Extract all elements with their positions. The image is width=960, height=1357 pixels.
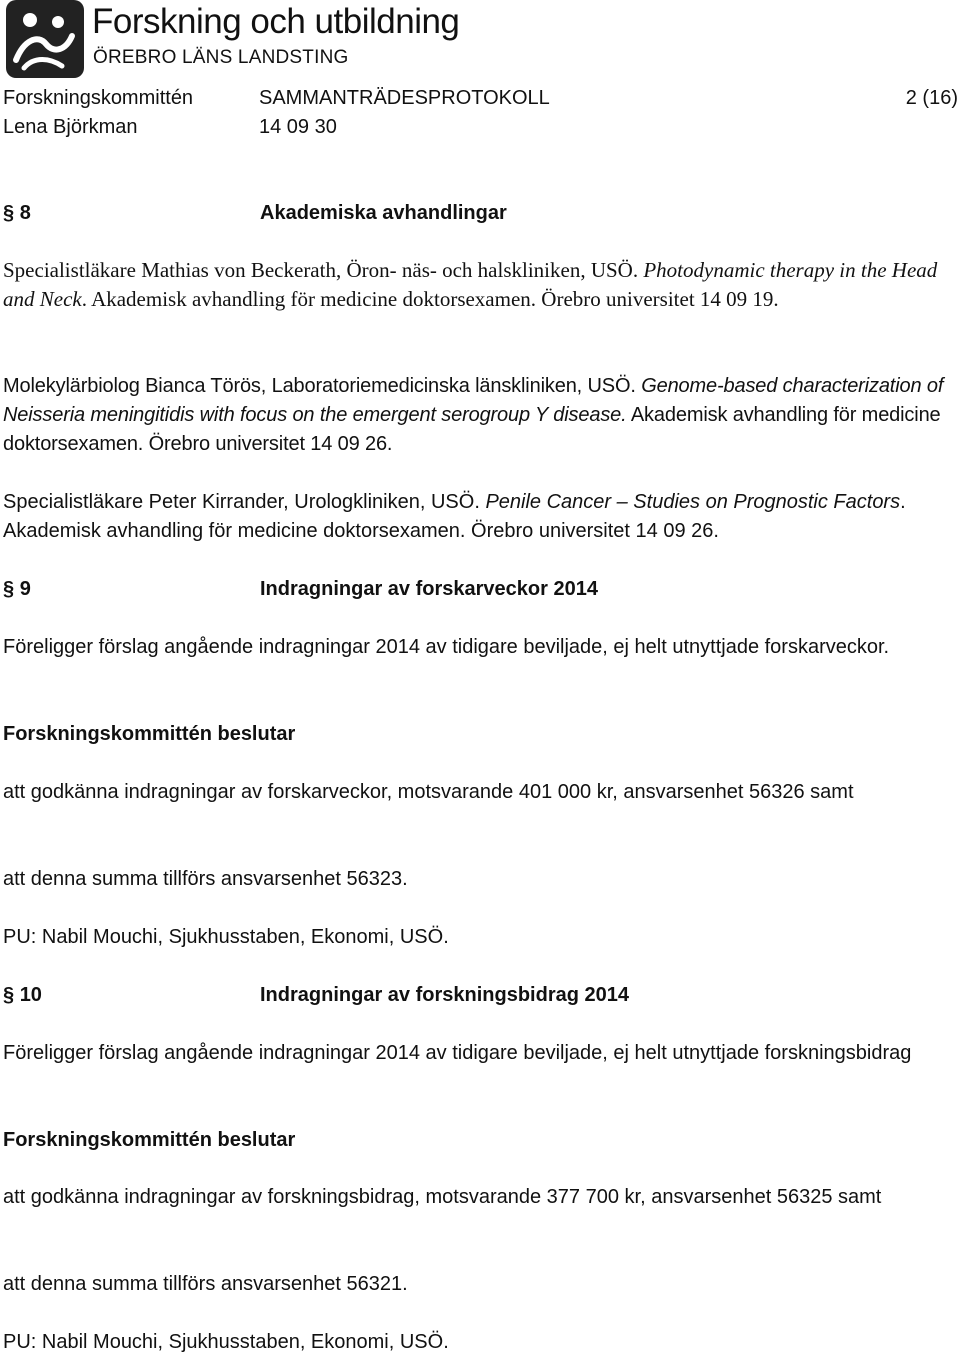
section-10-title: Indragningar av forskningsbidrag 2014	[260, 984, 629, 1006]
section-9-title: Indragningar av forskarveckor 2014	[260, 578, 598, 600]
org-logo-icon	[6, 0, 84, 78]
section-10-decision-2: att denna summa tillförs ansvarsenhet 56321.	[3, 1273, 408, 1295]
header-doc-type: SAMMANTRÄDESPROTOKOLL	[259, 87, 550, 109]
section-8-entry-3: Specialistläkare Peter Kirrander, Urologkliniken, USÖ. Penile Cancer – Studies on Prognostic Factors. Akademisk avhandling för medicine doktorsexamen. Örebro universitet 14 09 26.	[3, 491, 906, 542]
section-9-pu: PU: Nabil Mouchi, Sjukhusstaben, Ekonomi, USÖ.	[3, 926, 449, 948]
section-10-decision-label: Forskningskommittén beslutar	[3, 1129, 296, 1151]
section-9-number: § 9	[3, 578, 31, 600]
section-9-intro: Föreligger förslag angående indragningar 2014 av tidigare beviljade, ej helt utnyttjade forskarveckor.	[3, 636, 890, 658]
org-subtitle: ÖREBRO LÄNS LANDSTING	[93, 47, 349, 68]
section-9-decision-label: Forskningskommittén beslutar	[3, 723, 296, 745]
section-10-pu: PU: Nabil Mouchi, Sjukhusstaben, Ekonomi, USÖ.	[3, 1331, 449, 1353]
header-author: Lena Björkman	[3, 116, 138, 138]
section-8-number: § 8	[3, 202, 31, 224]
header-committee: Forskningskommittén	[3, 87, 194, 109]
section-8-entry-2: Molekylärbiolog Bianca Törös, Laboratoriemedicinska länskliniken, USÖ. Genome-based characterization of Neisseria meningitidis with focus on the emergent serogroup Y disease. Akademisk avhandling för medicine doktorsexamen. Örebro universitet 14 09 26.	[3, 375, 944, 455]
org-title: Forskning och utbildning	[92, 2, 460, 41]
section-8-entry-1: Specialistläkare Mathias von Beckerath, Öron- näs- och halskliniken, USÖ. Photodynamic therapy in the Head and Neck. Akademisk avhandling för medicine doktorsexamen. Örebro universitet 14 09 19.	[3, 258, 938, 311]
header-date: 14 09 30	[259, 116, 337, 138]
section-10-decision-1: att godkänna indragningar av forskningsbidrag, motsvarande 377 700 kr, ansvarsenhet 56325 samt	[3, 1186, 882, 1208]
section-10-number: § 10	[3, 984, 42, 1006]
header-page-number: 2 (16)	[905, 87, 958, 109]
section-10-intro: Föreligger förslag angående indragningar 2014 av tidigare beviljade, ej helt utnyttjade forskningsbidrag	[3, 1042, 912, 1064]
section-8-title: Akademiska avhandlingar	[260, 202, 507, 224]
section-9-decision-2: att denna summa tillförs ansvarsenhet 56323.	[3, 868, 408, 890]
section-9-decision-1: att godkänna indragningar av forskarveckor, motsvarande 401 000 kr, ansvarsenhet 56326 samt	[3, 781, 854, 803]
